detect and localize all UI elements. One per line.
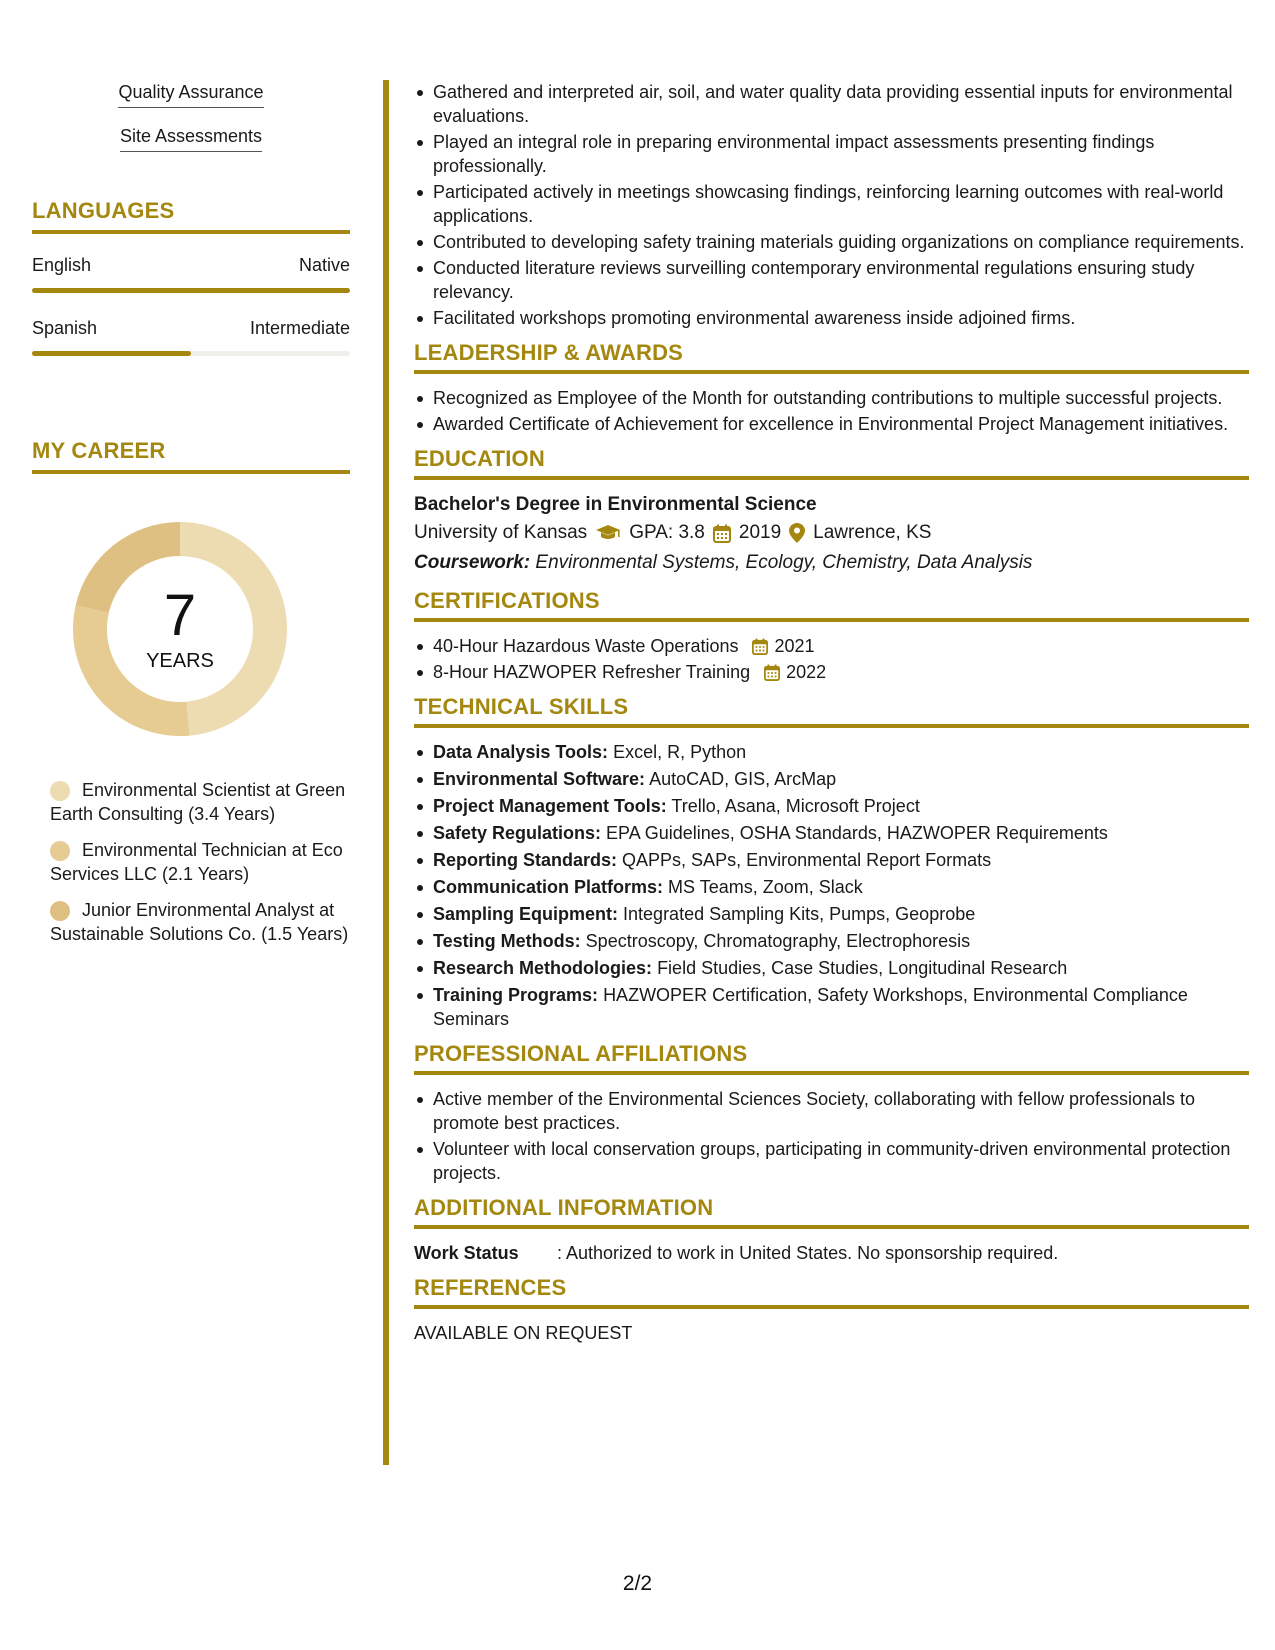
legend-label: Environmental Scientist at Green Earth Consulting (3.4 Years) [50, 780, 346, 824]
skill-item [414, 983, 1249, 1031]
graduation-year: 2019 [738, 522, 782, 543]
skill-values: Excel, R, Python [613, 742, 747, 762]
coursework-label: Coursework: [414, 552, 531, 573]
references-section [414, 1275, 1249, 1345]
certification-year: 2021 [774, 636, 815, 656]
language-name: English [32, 255, 92, 275]
technical-skills-section [414, 694, 1249, 1031]
coursework [414, 548, 1249, 578]
certification-name: 40-Hour Hazardous Waste Operations [433, 636, 739, 656]
references-text: AVAILABLE ON REQUEST [414, 1323, 633, 1343]
school-name: University of Kansas [414, 522, 588, 543]
language-bar [32, 288, 350, 293]
legend-item [50, 838, 350, 886]
skill-values: EPA Guidelines, OSHA Standards, HAZWOPER Requirements [606, 823, 1108, 843]
education-details [414, 518, 1249, 548]
education-section [414, 446, 1249, 578]
experience-bullet: Participated actively in meetings showcasing findings, reinforcing learning outcomes with real-world applications. [414, 180, 1249, 228]
work-status-label: Work Status [414, 1243, 519, 1263]
language-bar [32, 351, 350, 356]
skill-category: Project Management Tools: [433, 796, 667, 816]
legend-label: Environmental Technician at Eco Services LLC (2.1 Years) [50, 840, 343, 884]
skill-values: AutoCAD, GIS, ArcMap [649, 769, 837, 789]
calendar-icon [752, 638, 768, 655]
career-total-years: 7 [163, 582, 197, 648]
additional-info-title: ADDITIONAL INFORMATION [414, 1195, 1249, 1229]
skill-category: Research Methodologies: [433, 958, 653, 978]
skill-tag: Site Assessments [120, 124, 262, 152]
language-item [32, 254, 350, 293]
school-location: Lawrence, KS [813, 522, 932, 543]
main-content [414, 80, 1249, 1355]
skill-item [414, 767, 1249, 791]
skill-item [414, 821, 1249, 845]
column-divider [383, 80, 389, 1465]
technical-skills-title: TECHNICAL SKILLS [414, 694, 1249, 728]
page-number: 2/2 [622, 1572, 653, 1595]
languages-title: LANGUAGES [32, 198, 350, 234]
leadership-section [414, 340, 1249, 436]
skill-category: Safety Regulations: [433, 823, 602, 843]
language-name: Spanish [32, 318, 98, 338]
skill-values: MS Teams, Zoom, Slack [668, 877, 863, 897]
language-item [32, 317, 350, 356]
skill-item [414, 875, 1249, 899]
skill-item [414, 740, 1249, 764]
certification-item [414, 634, 1249, 658]
language-level: Intermediate [249, 318, 350, 338]
experience-bullet: Conducted literature reviews surveilling contemporary environmental regulations ensuring study relevancy. [414, 256, 1249, 304]
skill-values: Trello, Asana, Microsoft Project [671, 796, 920, 816]
experience-bullets [414, 80, 1249, 330]
graduation-cap-icon [595, 524, 621, 542]
skill-values: Integrated Sampling Kits, Pumps, Geoprobe [623, 904, 976, 924]
references-title: REFERENCES [414, 1275, 1249, 1309]
language-bar-fill [32, 351, 191, 356]
coursework-list: Environmental Systems, Ecology, Chemistry, Data Analysis [535, 552, 1033, 573]
certification-item [414, 660, 1249, 684]
affiliation-item: Active member of the Environmental Sciences Society, collaborating with fellow professionals to promote best practices. [414, 1087, 1249, 1135]
language-level: Native [298, 255, 350, 275]
certifications-title: CERTIFICATIONS [414, 588, 1249, 622]
legend-dot [50, 901, 70, 921]
career-legend [32, 778, 350, 946]
skill-item [414, 848, 1249, 872]
skill-category: Sampling Equipment: [433, 904, 619, 924]
legend-item [50, 898, 350, 946]
experience-bullet: Facilitated workshops promoting environmental awareness inside adjoined firms. [414, 306, 1249, 330]
skill-category: Testing Methods: [433, 931, 581, 951]
calendar-icon [764, 664, 780, 681]
skill-values: Field Studies, Case Studies, Longitudinal Research [657, 958, 1068, 978]
career-section [32, 438, 350, 946]
skill-item [414, 956, 1249, 980]
languages-section [32, 198, 350, 356]
experience-bullet: Played an integral role in preparing environmental impact assessments presenting findings professionally. [414, 130, 1249, 178]
certification-year: 2022 [786, 662, 827, 682]
affiliations-title: PROFESSIONAL AFFILIATIONS [414, 1041, 1249, 1075]
award-item: Recognized as Employee of the Month for outstanding contributions to multiple successful projects. [414, 386, 1249, 410]
skill-values: Spectroscopy, Chromatography, Electrophoresis [585, 931, 971, 951]
leadership-title: LEADERSHIP & AWARDS [414, 340, 1249, 374]
calendar-icon [713, 524, 731, 543]
skill-category: Training Programs: [433, 985, 599, 1005]
work-status-row [414, 1241, 1249, 1265]
degree: Bachelor's Degree in Environmental Science [414, 494, 817, 515]
career-unit: YEARS [146, 649, 214, 672]
location-pin-icon [789, 523, 805, 543]
experience-bullet: Contributed to developing safety training materials guiding organizations on compliance requirements. [414, 230, 1249, 254]
skill-tag: Quality Assurance [118, 80, 263, 108]
skill-values: HAZWOPER Certification, Safety Workshops, Environmental Compliance Seminars [433, 985, 1188, 1029]
additional-info-section [414, 1195, 1249, 1265]
gpa: GPA: 3.8 [629, 522, 705, 543]
skill-item [414, 902, 1249, 926]
language-bar-fill [32, 288, 350, 293]
skill-category: Reporting Standards: [433, 850, 618, 870]
skill-category: Communication Platforms: [433, 877, 664, 897]
skill-category: Data Analysis Tools: [433, 742, 609, 762]
education-title: EDUCATION [414, 446, 1249, 480]
legend-label: Junior Environmental Analyst at Sustainable Solutions Co. (1.5 Years) [50, 900, 349, 944]
legend-dot [50, 781, 70, 801]
skill-values: QAPPs, SAPs, Environmental Report Formats [622, 850, 992, 870]
award-item: Awarded Certificate of Achievement for excellence in Environmental Project Management initiatives. [414, 412, 1249, 436]
career-donut-chart [65, 514, 295, 744]
affiliation-item: Volunteer with local conservation groups, participating in community-driven environmental protection projects. [414, 1137, 1249, 1185]
experience-bullet: Gathered and interpreted air, soil, and water quality data providing essential inputs for environmental evaluations. [414, 80, 1249, 128]
affiliations-section [414, 1041, 1249, 1185]
experience-continued [414, 80, 1249, 330]
skill-category: Environmental Software: [433, 769, 646, 789]
skill-item [414, 929, 1249, 953]
legend-item [50, 778, 350, 826]
skill-item [414, 794, 1249, 818]
sidebar [32, 80, 350, 958]
skill-tags [32, 80, 350, 152]
certification-name: 8-Hour HAZWOPER Refresher Training [433, 662, 751, 682]
work-status-value: : Authorized to work in United States. No sponsorship required. [557, 1243, 1059, 1263]
certifications-section [414, 588, 1249, 684]
legend-dot [50, 841, 70, 861]
career-title: MY CAREER [32, 438, 350, 474]
